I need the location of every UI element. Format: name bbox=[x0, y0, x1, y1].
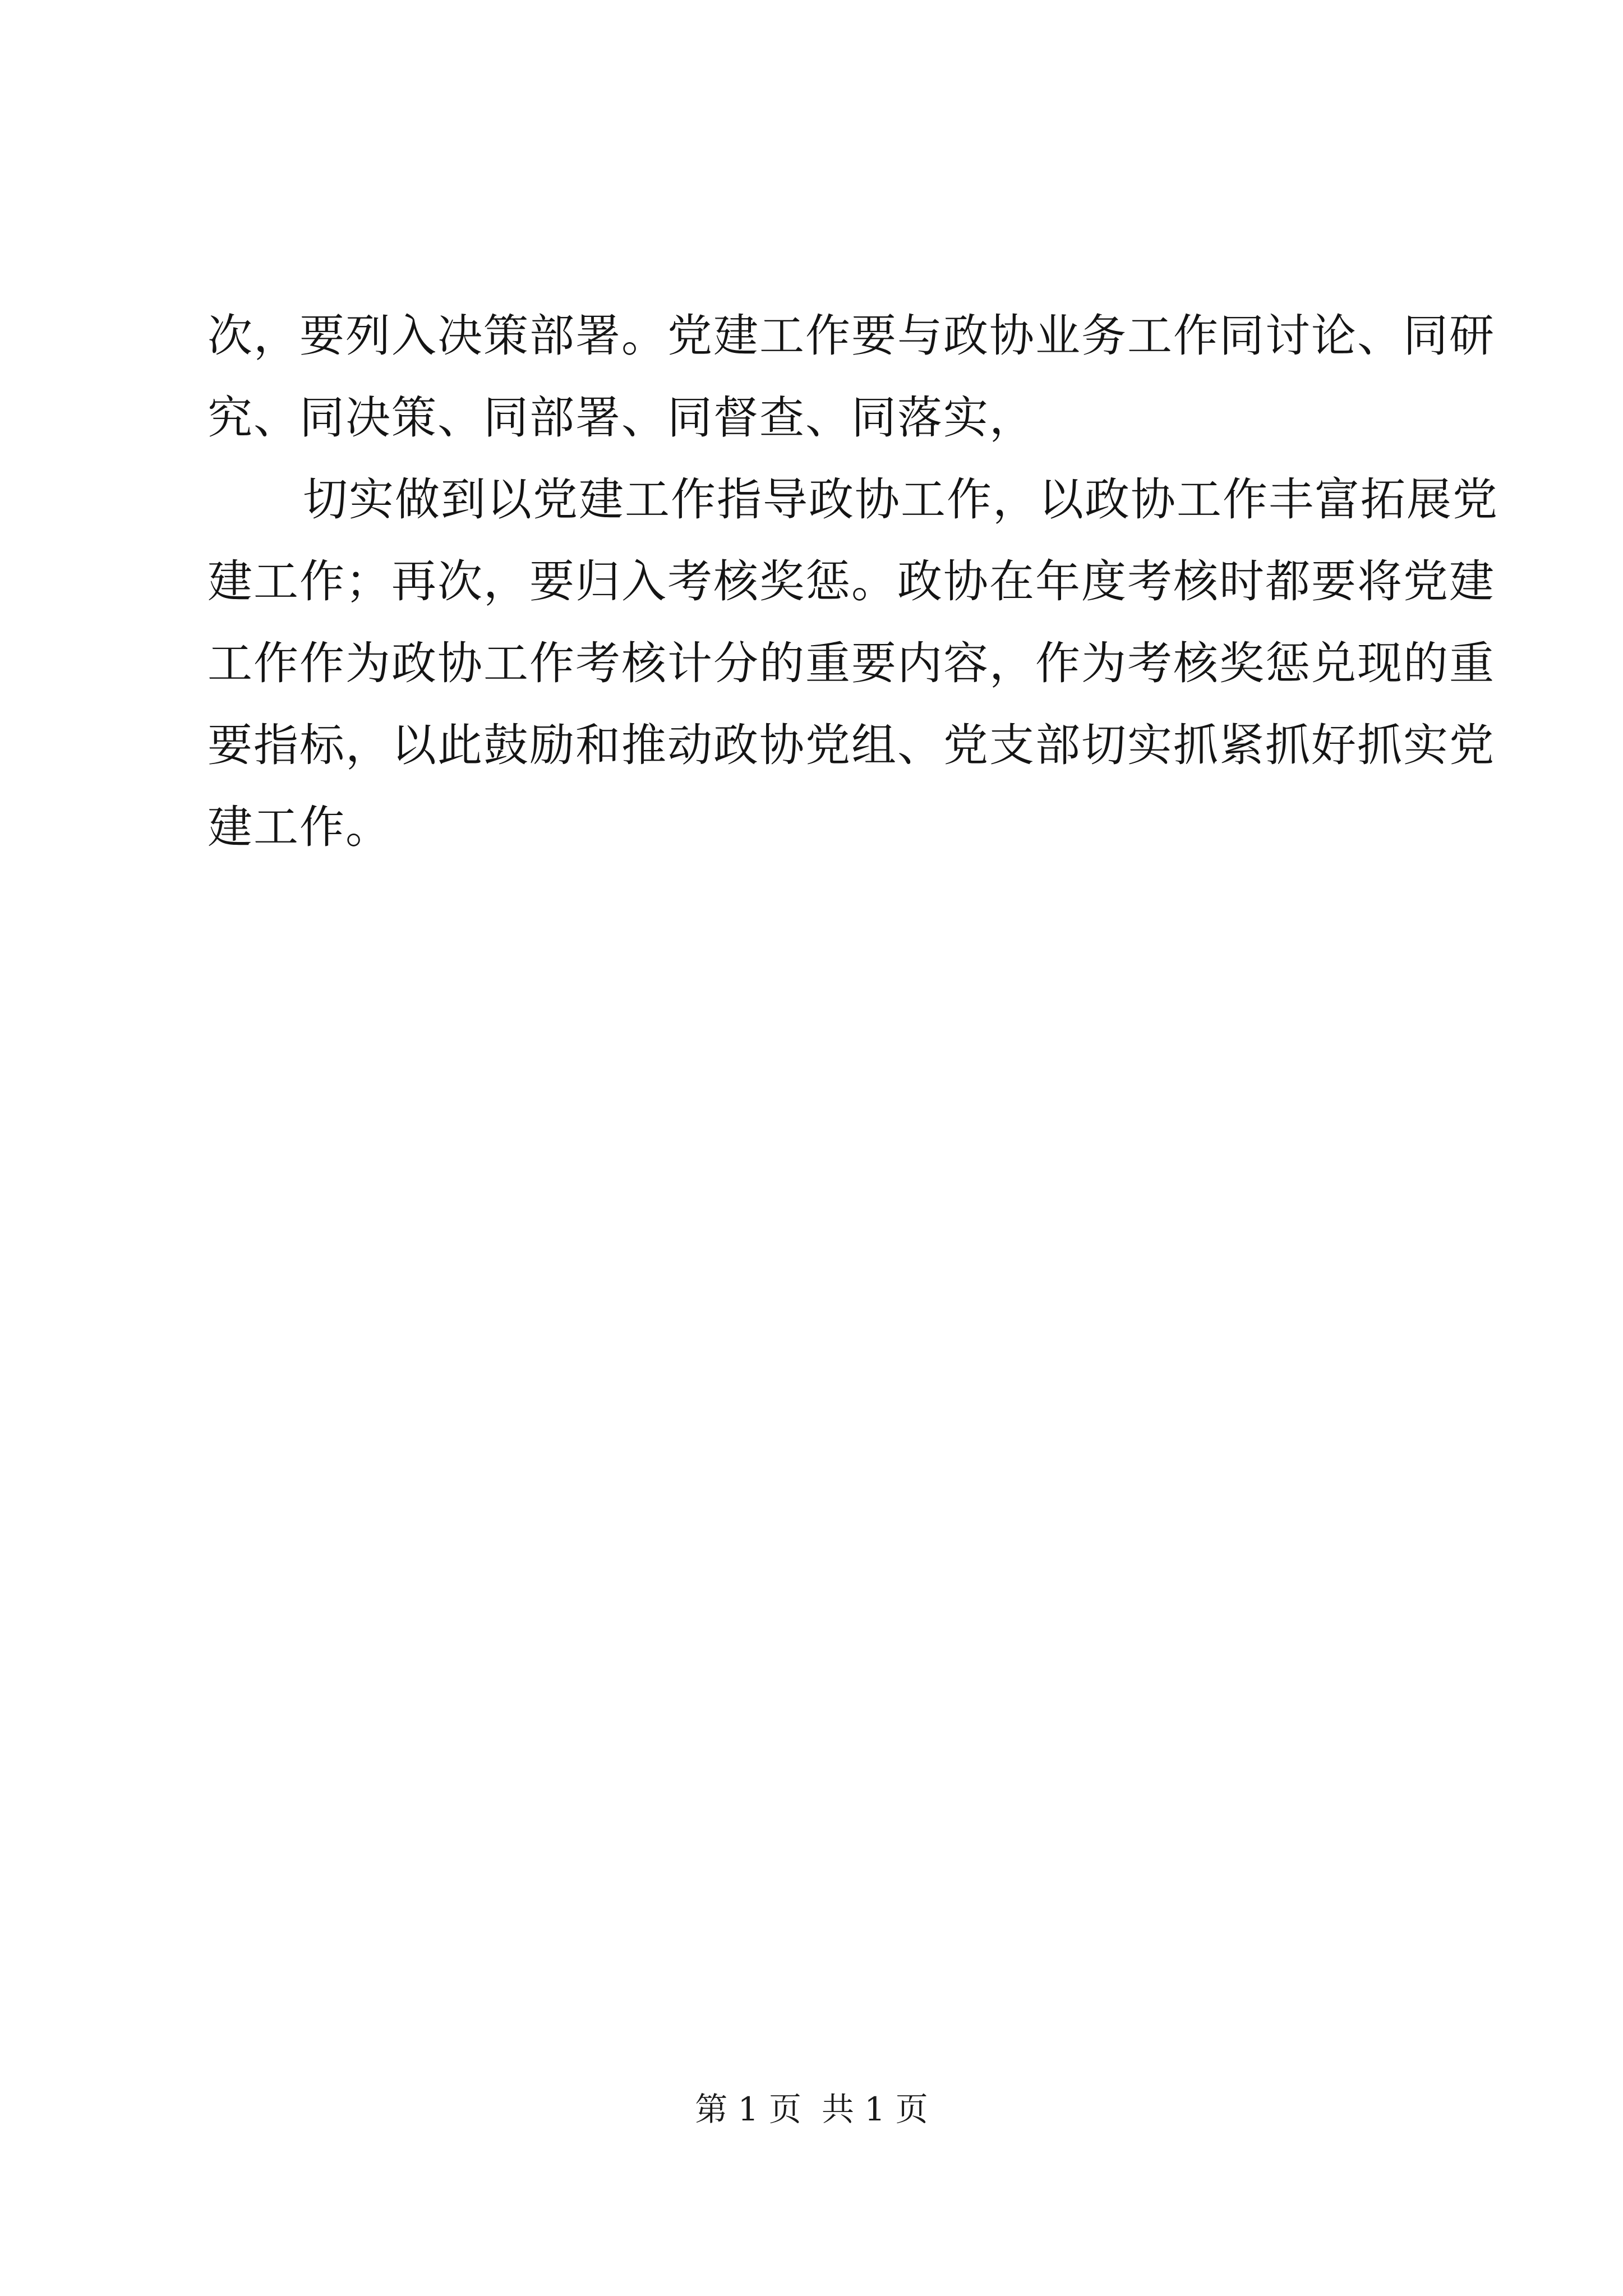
page-footer bbox=[0, 2087, 1623, 2132]
paragraph-1 bbox=[208, 295, 1495, 459]
text-line: 建工作；再次，要归入考核奖惩。政协在年度考核时都要将党建 bbox=[208, 555, 1495, 608]
text-line: 工作作为政协工作考核计分的重要内容，作为考核奖惩兑现的重 bbox=[208, 637, 1495, 689]
body-text bbox=[208, 295, 1498, 868]
text-line: 次，要列入决策部署。党建工作要与政协业务工作同讨论、同研 bbox=[208, 310, 1495, 362]
page-number: 第 1 页 bbox=[695, 2090, 801, 2128]
paragraph-2 bbox=[208, 459, 1498, 868]
text-line: 要指标，以此鼓励和推动政协党组、党支部切实抓紧抓好抓实党 bbox=[208, 719, 1495, 771]
text-line: 究、同决策、同部署、同督查、同落实， bbox=[208, 392, 1035, 444]
text-line: 建工作。 bbox=[208, 801, 391, 853]
page-total: 共 1 页 bbox=[822, 2090, 928, 2128]
text-line: 切实做到以党建工作指导政协工作，以政协工作丰富拓展党 bbox=[303, 473, 1498, 526]
